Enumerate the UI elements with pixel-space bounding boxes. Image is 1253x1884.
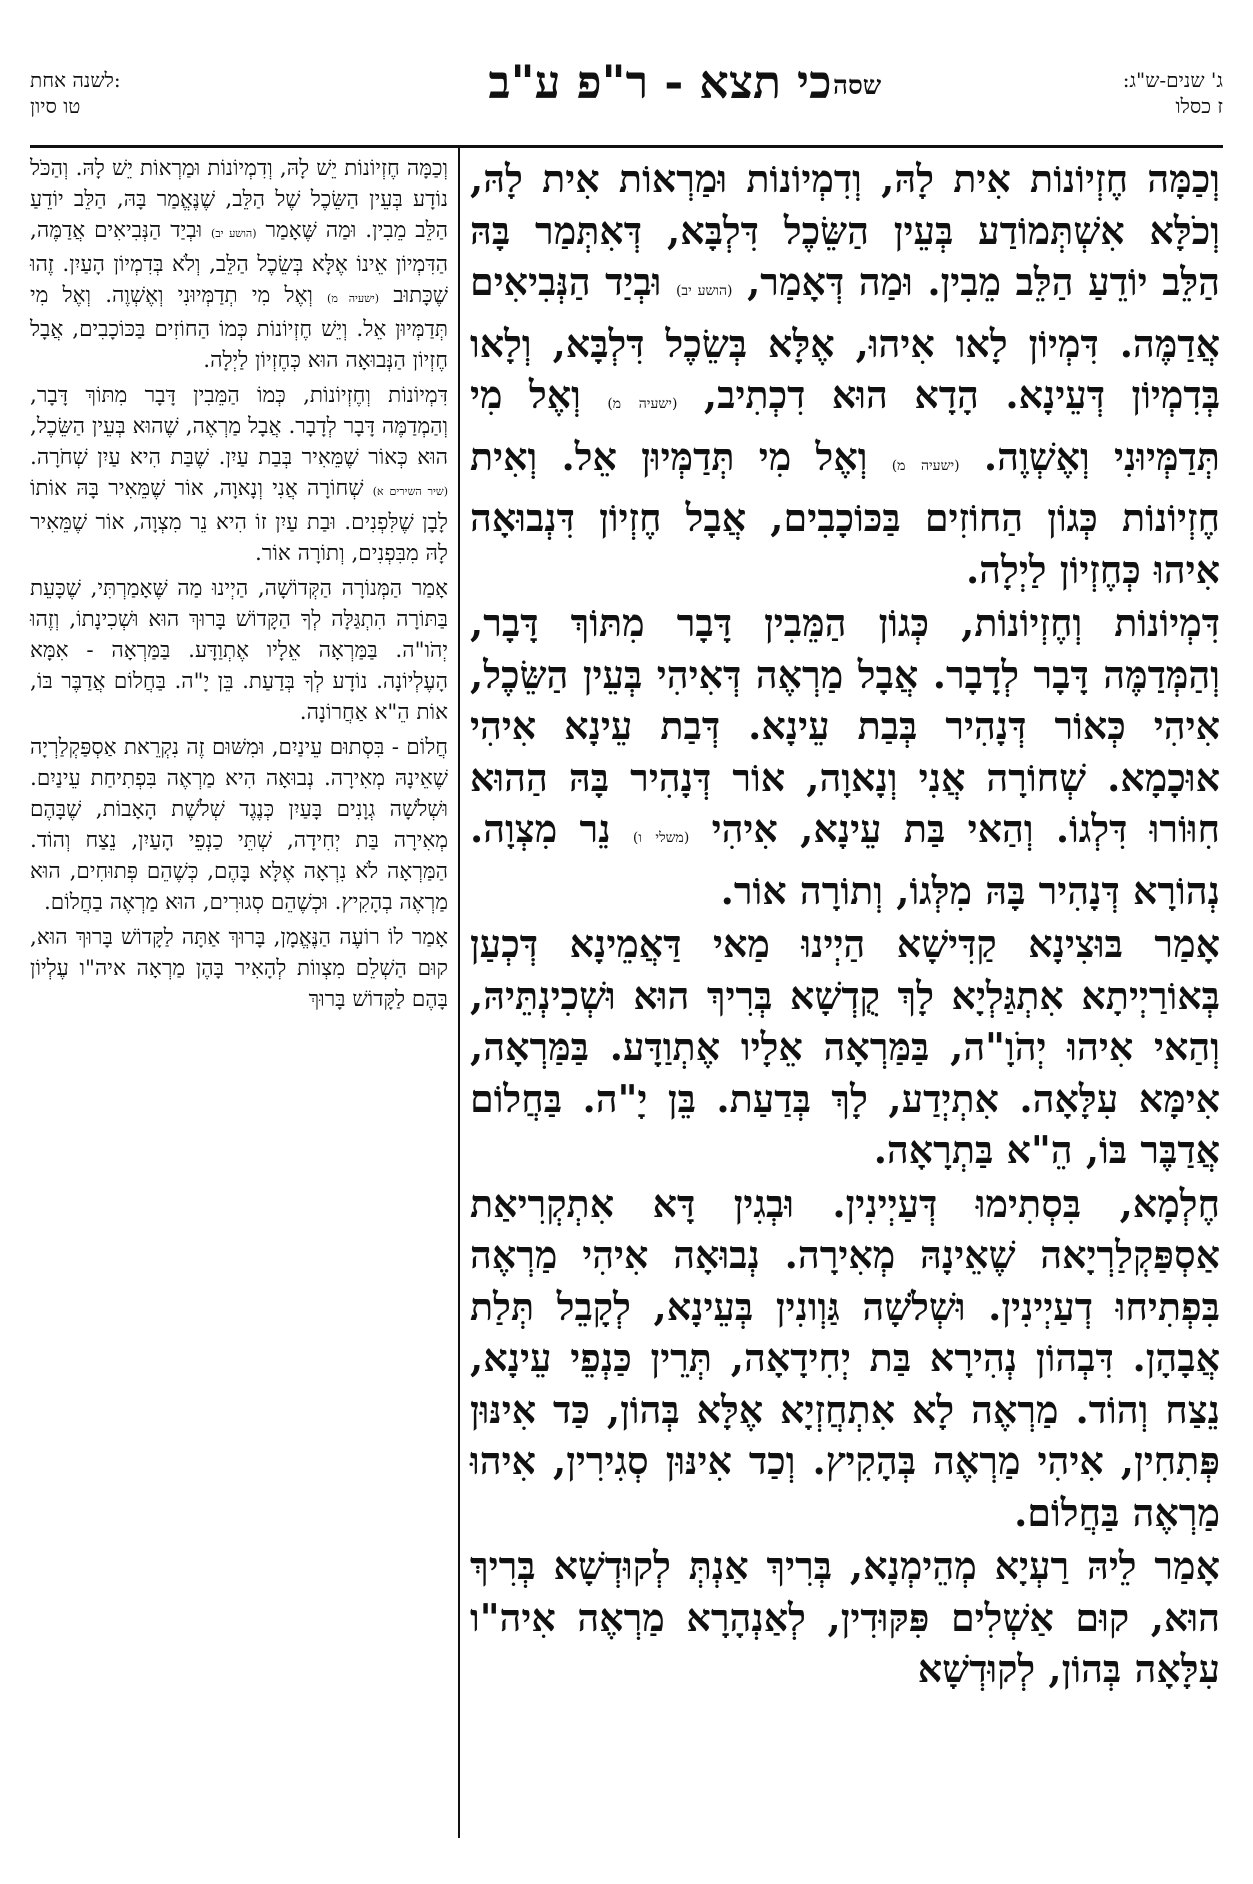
- main-p1-ref-1: (הושע יב): [675, 283, 733, 299]
- main-p1-ref-2: (ישעיה מ): [607, 396, 678, 412]
- main-p1-ref-3: (ישעיה מ): [891, 457, 960, 474]
- side-p1-text-a: וְכַמָּה חֶזְיוֹנוֹת יֵשׁ לָהּ, וְדִמְיוֹנוֹת וּמַרְאוֹת יֵשׁ לָהּ. וְהַכֹּל נוֹדָע בְּעֵין הַשֵּׂכֶל שֶׁל הַלֵּב, שֶׁנֶּאֱמַר בָּהּ, הַלֵּב יוֹדֵעַ הַלֵּב מֵבִין. וּמַה שֶּׁאָמַר: [30, 156, 449, 243]
- header-left-line1: לשנה אחת:: [30, 68, 121, 92]
- header-rule: [30, 145, 1223, 148]
- page-title: כי תצא - ר"פ ע"ב: [488, 55, 832, 109]
- main-paragraph-3: אָמַר בּוּצִינָא קַדִּישָׁא הַיְינוּ מַאי דַּאֲמֵינָא דְּכְעַן בְּאוֹרַיְיתָא אִתְגַּלְיָא לָךְ קֻדְשָׁא בְּרִיךְ הוּא וּשְׁכִינְתֵּיהּ, וְהַאי אִיהוּ יְהֹוָ"ה, בַּמַּרְאָה אֵלָיו אֶתְוַדָּע. בַּמַּרְאָה, אִימָּא עִלָּאָה. אִתְיְדַע, לָךְ בְּדַעַת. בֵּן יָ"ה. בַּחֲלוֹם אֲדַבֶּר בּוֹ, הֵ"א בַּתְרָאָה.: [470, 921, 1220, 1172]
- side-paragraph-4: חֲלוֹם - בִּסְתוּם עֵינַיִם, וּמִשּׁוּם זֶה נִקְרֵאת אַסְפַּקְלַרְיָה שֶׁאֵינָהּ מְאִירָה. נְבוּאָה הִיא מַרְאֶה בִּפְתִיחַת עֵינַיִם. וּשְׁלֹשָׁה גְוָנִים בָּעַיִן כְּנֶגֶד שְׁלֹשֶׁת הָאָבוֹת, שֶׁבָּהֶם מְאִירָה בַּת יְחִידָה, שְׁתֵּי כַנְפֵי הָעַיִן, נֵצַח וְהוֹד. הַמַּרְאָה לֹא נִרְאָה אֶלָּא בָּהֶם, כְּשֶׁהֵם פְּתוּחִים, הוּא מַרְאֶה בְהָקִיץ. וּכְשֶׁהֵם סְגוּרִים, הוּא מַרְאֶה בַחֲלוֹם.: [30, 735, 448, 915]
- side-p2-ref-1: (שיר השירים א): [372, 485, 448, 498]
- main-p1-text-d: וְאֶל מִי תְּדַמְּיוּן אֵל. וְאִית חֶזְיוֹנוֹת כְּגוֹן הַחוֹזִים בַּכּוֹכָבִים, אֲבָל חֶזְיוֹן דִּנְבוּאָה אִיהוּ כְּחֶזְיוֹן לַיְלָה.: [470, 433, 1220, 592]
- main-column: [470, 153, 1220, 1843]
- main-paragraph-5: אָמַר לֵיהּ רַעְיָא מְהֵימְנָא, בְּרִיךְ אַנְתְּ לְקוּדְשָׁא בְּרִיךְ הוּא, קוּם אַשְׁלִים פִּקּוּדִין, לְאַנְהָרָא מַרְאֶה אִיה"ו עִלָּאָה בְּהוֹן, לְקוּדְשָׁא: [470, 1543, 1220, 1691]
- side-p1-ref-1: (הושע יב): [211, 227, 257, 240]
- side-p2-text-b: שְׁחוֹרָה אֲנִי וְנָאוָה, אוֹר שֶׁמֵּאִיר בָּהּ אוֹתוֹ לָבָן שֶׁלִּפְנִים. וּבַת עַיִן זוֹ הִיא נֵר מִצְוָה, אוֹר שֶׁמֵּאִיר לָהּ מִבִּפְנִים, וְתוֹרָה אוֹר.: [30, 476, 448, 566]
- main-paragraph-2: [470, 597, 1220, 916]
- side-paragraph-5: אָמַר לוֹ רוֹעֶה הַנֶּאֱמָן, בָּרוּךְ אַתָּה לַקָּדוֹשׁ בָּרוּךְ הוּא, קוּם הַשְׁלֵם מִצְווֹת לְהָאִיר בָּהֶן מַרְאָה איה"ו עֶלְיוֹן בָּהֶם לַקָּדוֹשׁ בָּרוּךְ: [30, 925, 448, 1012]
- side-p1-ref-2: (ישעיה מ): [327, 292, 380, 305]
- main-p2-text-b: נֵר מִצְוָה. נְהוֹרָא דְּנָהִיר בָּהּ מִלְּגוֹ, וְתוֹרָה אוֹר.: [470, 806, 1220, 913]
- main-p1-text-a: וְכַמָּה חֶזְיוֹנוֹת אִית לָהּ, וְדִמְיוֹנוֹת וּמַרְאוֹת אִית לָהּ, וְכֹלָּא אִשְׁתְּמוֹדַע בְּעֵין הַשֵּׂכֶל דִּלְבָּא, דְּאִתְּמַר בָּהּ הַלֵּב יוֹדֵעַ הַלֵּב מֵבִין. וּמַה דְּאָמַר,: [470, 156, 1221, 304]
- side-p1-text-b: וּבְיַד הַנְּבִיאִים אֲדַמֶּה, הַדִּמְיוֹן אֵינוֹ אֶלָּא בְּשֵׂכֶל הַלֵּב, וְלֹא בְּדִמְיוֹן הָעַיִן. זֶהוּ שֶׁכָּתוּב: [30, 218, 449, 308]
- side-paragraph-3: אָמַר הַמְּנוֹרָה הַקְּדוֹשָׁה, הַיְינוּ מַה שֶּׁאָמַרְתִּי, שֶׁכָּעֵת בַּתּוֹרָה הִתְגַּלָּה לְךָ הַקָּדוֹשׁ בָּרוּךְ הוּא וּשְׁכִינָתוֹ, וְזֶהוּ יְהֹו"ה. בַּמַּרְאָה אֵלָיו אֶתְוַדָּע. בַּמַּרְאָה - אִמָּא הָעֶלְיוֹנָה. נוֹדָע לְךָ בְּדַעַת. בֵּן יָ"ה. בַּחֲלוֹם אֲדַבֶּר בּוֹ, אוֹת הֵ"א אַחֲרוֹנָה.: [30, 576, 448, 725]
- header-left-line2: טו סיון: [30, 94, 81, 118]
- header-right: [833, 67, 1223, 119]
- page-folio: שסה: [833, 71, 882, 101]
- main-paragraph-1: [470, 153, 1220, 595]
- page-header: [30, 55, 1223, 145]
- side-column: [30, 153, 448, 1843]
- header-right-line2: ז כסלו: [1175, 94, 1223, 118]
- main-paragraph-4: חֶלְמָא, בִּסְתִימוּ דְּעַיְינִין. וּבְגִין דָּא אִתְקְרִיאַת אַסְפַּקְלַרְיָאה שֶׁאֵינָהּ מְאִירָה. נְבוּאָה אִיהִי מַרְאֶה בִּפְתִיחוּ דְעַיְינִין. וּשְׁלֹשָׁה גַּוְונִין בְּעֵינָא, לְקָבֵל תְּלַת אֲבָהָן. דִּבְהוֹן נְהִירָא בַּת יְחִידָאָה, תְּרֵין כַּנְפֵי עֵינָא, נֵצַח וְהוֹד. מַרְאֶה לָא אִתְחֲזְיָא אֶלָּא בְּהוֹן, כַּד אִינּוּן פְּתִחִין, אִיהִי מַרְאֶה בְּהָקִיץ. וְכַד אִינּוּן סְגִירִין, אִיהוּ מַרְאֶה בַּחֲלוֹם.: [470, 1180, 1220, 1535]
- header-right-line1: ג' שנים-ש"ג:: [1122, 68, 1223, 92]
- side-paragraph-2: [30, 380, 448, 569]
- main-p2-ref-1: (משלי ו): [632, 830, 690, 846]
- main-p1-text-c: וְאֶל מִי תְּדַמְּיוּנִי וְאֶשְׁוֶה.: [470, 372, 1220, 479]
- side-p1-text-c: וְאֶל מִי תְדַמְּיוּנִי וְאֶשְׁוֶה. וְאֶל מִי תְּדַמְּיוּן אֵל. וְיֵשׁ חֶזְיוֹנוֹת כְּמוֹ הַחוֹזִים בַּכּוֹכָבִים, אֲבָל חֶזְיוֹן הַנְּבוּאָה הוּא כְּחֶזְיוֹן לַיְלָה.: [30, 283, 448, 373]
- header-left: [30, 67, 170, 119]
- side-p2-text-a: דִּמְיוֹנוֹת וְחֶזְיוֹנוֹת, כְּמוֹ הַמֵּבִין דָּבָר מִתּוֹךְ דָּבָר, וְהַמְדַמֶּה דָּבָר לְדָבָר. אֲבָל מַרְאֶה, שֶׁהוּא בְּעֵין הַשֵּׂכֶל, הוּא כְּאוֹר שֶׁמֵּאִיר בְּבַת עַיִן. שֶׁבַּת הִיא עַיִן שְׁחֹרָה.: [30, 383, 448, 470]
- side-paragraph-1: [30, 153, 448, 376]
- main-p1-text-b: וּבְיַד הַנְּבִיאִים אֲדַמֶּה. דִּמְיוֹן לָאו אִיהוּ, אֶלָּא בְּשֵׂכֶל דִּלְבָּא, וְלָאו בְּדִמְיוֹן דְּעֵינָא. הָדָא הוּא דִכְתִיב,: [470, 259, 1221, 417]
- column-divider: [458, 148, 460, 1838]
- main-p2-text-a: דִּמְיוֹנוֹת וְחֶזְיוֹנוֹת, כְּגוֹן הַמֵּבִין דָּבָר מִתּוֹךְ דָּבָר, וְהַמְּדַמֶּה דָּבָר לְדָבָר. אֲבָל מַרְאֶה דְּאִיהִי בְּעֵין הַשֵּׂכֶל, אִיהִי כְּאוֹר דְּנָהִיר בְּבַת עֵינָא. דְּבַת עֵינָא אִיהִי אוּכָמָא. שְׁחוֹרָה אֲנִי וְנָאוָה, אוֹר דְּנָהִיר בָּהּ הַהוּא חִוּוֹרוּ דִּלְגוֹ. וְהַאי בַּת עֵינָא, אִיהִי: [470, 600, 1221, 851]
